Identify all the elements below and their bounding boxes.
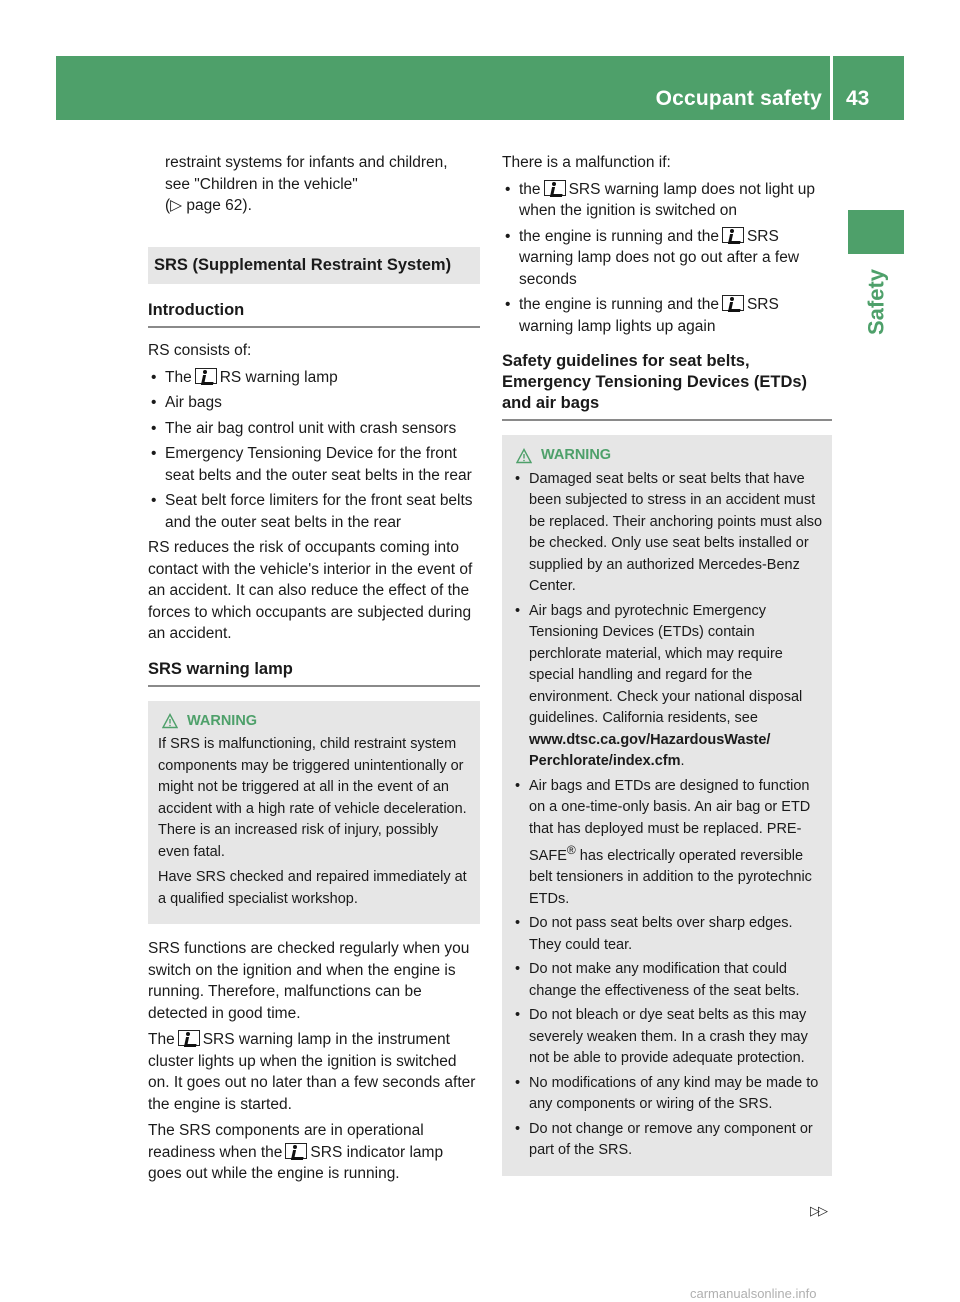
warning-list bbox=[512, 469, 824, 1162]
list-item: • No modifications of any kind may be made to any components or wiring of the SRS. bbox=[512, 1073, 824, 1116]
srs-lamp-icon bbox=[722, 227, 744, 243]
list-item: • the engine is running and the SRS warning lamp lights up again bbox=[502, 294, 832, 337]
malfunction-list bbox=[502, 179, 832, 338]
list-item: • Air bags and ETDs are designed to function on a one-time-only basis. An air bag or ETD that has deployed must be replaced. PRE-SAFE® has electrically operated reversible belt tensioners in addition to the pyrotechnic ETDs. bbox=[512, 776, 824, 911]
warning-text: If SRS is malfunctioning, child restraint system components may be triggered unintentionally or might not be triggered at all in the event of an accident with a high rate of vehicle deceleration. There is an increased risk of injury, possibly even fatal. bbox=[158, 736, 467, 860]
intro-paragraph: restraint systems for infants and children, see "Children in the vehicle" (▷ page 62). bbox=[148, 152, 480, 217]
srs-lamp-icon bbox=[722, 295, 744, 311]
list-item: • Seat belt force limiters for the front seat belts and the outer seat belts in the rear bbox=[148, 490, 480, 533]
srs-lamp-icon bbox=[178, 1030, 200, 1046]
list-item: • The air bag control unit with crash sensors bbox=[148, 418, 480, 440]
left-column bbox=[148, 152, 480, 1190]
warning-box bbox=[502, 435, 832, 1176]
warning-triangle-icon bbox=[516, 448, 532, 464]
warning-lamp-heading: SRS warning lamp bbox=[148, 659, 480, 687]
url-link[interactable]: www.dtsc.ca.gov/HazardousWaste/ bbox=[529, 731, 771, 748]
warning-title: WARNING bbox=[541, 447, 612, 463]
section-label: Safety bbox=[863, 268, 889, 336]
url-link[interactable]: Perchlorate/index.cfm bbox=[529, 753, 681, 769]
chapter-title: Occupant safety bbox=[655, 87, 822, 110]
rs-components-list bbox=[148, 367, 480, 534]
list-item: • Do not bleach or dye seat belts as this may severely weaken them. In a crash they may not be able to provide adequate protection. bbox=[512, 1005, 824, 1070]
guidelines-heading: Safety guidelines for seat belts, Emergency Tensioning Devices (ETDs) and air bags bbox=[502, 351, 832, 421]
lamp-text: The SRS warning lamp in the instrument cluster lights up when the ignition is switched on. It goes out no later than a few seconds after the engine is started. bbox=[148, 1031, 476, 1113]
rs-consists-text: RS consists of: bbox=[148, 342, 252, 359]
warning-text: Have SRS checked and repaired immediately at a qualified specialist workshop. bbox=[158, 869, 467, 907]
warning-title: WARNING bbox=[187, 712, 258, 729]
readiness-text: The SRS components are in operational readiness when the SRS indicator lamp goes out while the engine is running. bbox=[148, 1122, 444, 1182]
srs-heading: SRS (Supplemental Restraint System) bbox=[148, 247, 480, 285]
list-item: • Air bags and pyrotechnic Emergency Tensioning Devices (ETDs) contain perchlorate material, which may require special handling and regard for the environment. Check your national disposal guidelines. California residents, see www.dtsc.ca.gov/HazardousWaste/ Perchlorate/index.cfm. bbox=[512, 601, 824, 773]
list-item: • Do not make any modification that could change the effectiveness of the seat belts. bbox=[512, 959, 824, 1002]
watermark: carmanualsonline.info bbox=[690, 1286, 817, 1301]
rs-reduces-text: RS reduces the risk of occupants coming into contact with the vehicle's interior in the event of an accident. It can also reduce the effect of the forces to which occupants are subjected during an accident. bbox=[148, 539, 473, 642]
list-item: • Air bags bbox=[148, 392, 480, 414]
srs-lamp-icon bbox=[544, 180, 566, 196]
introduction-heading: Introduction bbox=[148, 300, 480, 328]
section-tab bbox=[848, 210, 904, 254]
right-column bbox=[502, 152, 832, 1190]
list-item: • Do not pass seat belts over sharp edges. They could tear. bbox=[512, 913, 824, 956]
page-number: 43 bbox=[846, 87, 870, 110]
header-separator bbox=[830, 56, 833, 120]
warning-triangle-icon bbox=[162, 713, 178, 729]
list-item: • Do not change or remove any component or part of the SRS. bbox=[512, 1119, 824, 1162]
list-item: • Damaged seat belts or seat belts that have been subjected to stress in an accident must be replaced. Their anchoring points must also be checked. Only use seat belts installed or supplied by an authorized Mercedes-Benz Center. bbox=[512, 469, 824, 598]
page-reference-link[interactable]: (▷ page 62). bbox=[165, 197, 252, 214]
list-item: • Emergency Tensioning Device for the front seat belts and the outer seat belts in the rear bbox=[148, 443, 480, 486]
srs-lamp-icon bbox=[195, 368, 217, 384]
list-item: • the SRS warning lamp does not light up when the ignition is switched on bbox=[502, 179, 832, 222]
functions-text: SRS functions are checked regularly when you switch on the ignition and when the engine is running. Therefore, malfunctions can be detected in good time. bbox=[148, 940, 470, 1022]
malfunction-intro: There is a malfunction if: bbox=[502, 154, 671, 171]
list-item: • the engine is running and the SRS warning lamp does not go out after a few seconds bbox=[502, 226, 832, 291]
list-item: • The RS warning lamp bbox=[148, 367, 480, 389]
srs-lamp-icon bbox=[285, 1143, 307, 1159]
warning-box bbox=[148, 701, 480, 925]
next-page-arrow-icon[interactable]: ▷▷ bbox=[810, 1203, 826, 1218]
